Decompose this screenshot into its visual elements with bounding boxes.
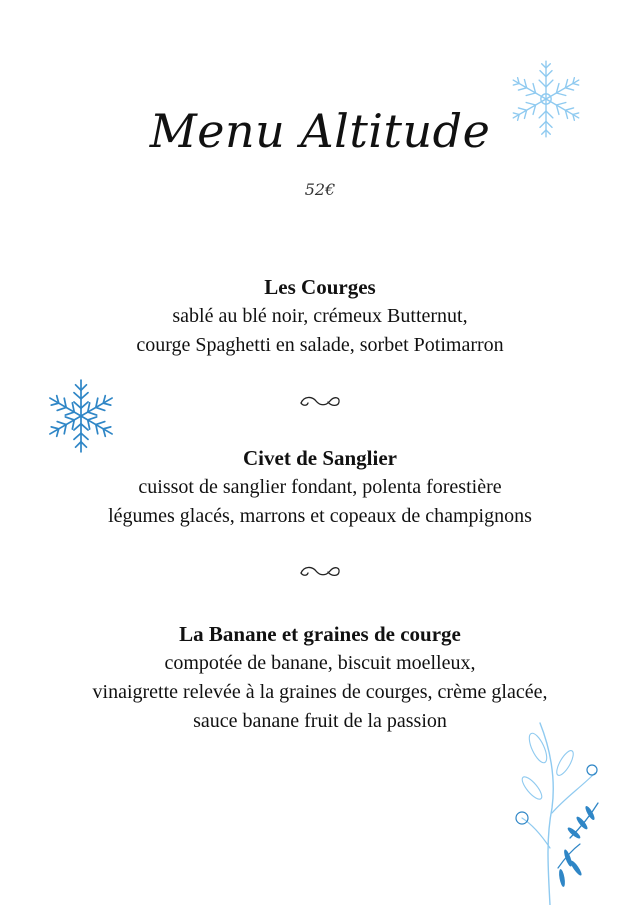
course-description-line: compotée de banane, biscuit moelleux, bbox=[164, 652, 476, 674]
course-description-line: sauce banane fruit de la passion bbox=[193, 710, 447, 732]
course-description-line: vinaigrette relevée à la graines de courges, crème glacée, bbox=[92, 681, 548, 703]
menu-title: Menu Altitude bbox=[149, 104, 491, 158]
flourish-divider-icon bbox=[298, 561, 342, 581]
course-description-line: cuissot de sanglier fondant, polenta forestière bbox=[138, 476, 502, 498]
course-section bbox=[0, 443, 640, 531]
course-name: La Banane et graines de courge bbox=[179, 622, 461, 646]
course-name: Les Courges bbox=[264, 275, 376, 299]
menu-price: 52€ bbox=[304, 180, 336, 199]
course-description-line: courge Spaghetti en salade, sorbet Potimarron bbox=[136, 334, 504, 356]
course-section bbox=[0, 619, 640, 736]
botanical-branch-icon bbox=[510, 718, 610, 905]
course-description-line: légumes glacés, marrons et copeaux de champignons bbox=[108, 505, 532, 527]
course-section bbox=[0, 272, 640, 360]
flourish-divider-icon bbox=[298, 391, 342, 411]
course-description-line: sablé au blé noir, crémeux Butternut, bbox=[172, 305, 468, 327]
course-name: Civet de Sanglier bbox=[243, 446, 397, 470]
